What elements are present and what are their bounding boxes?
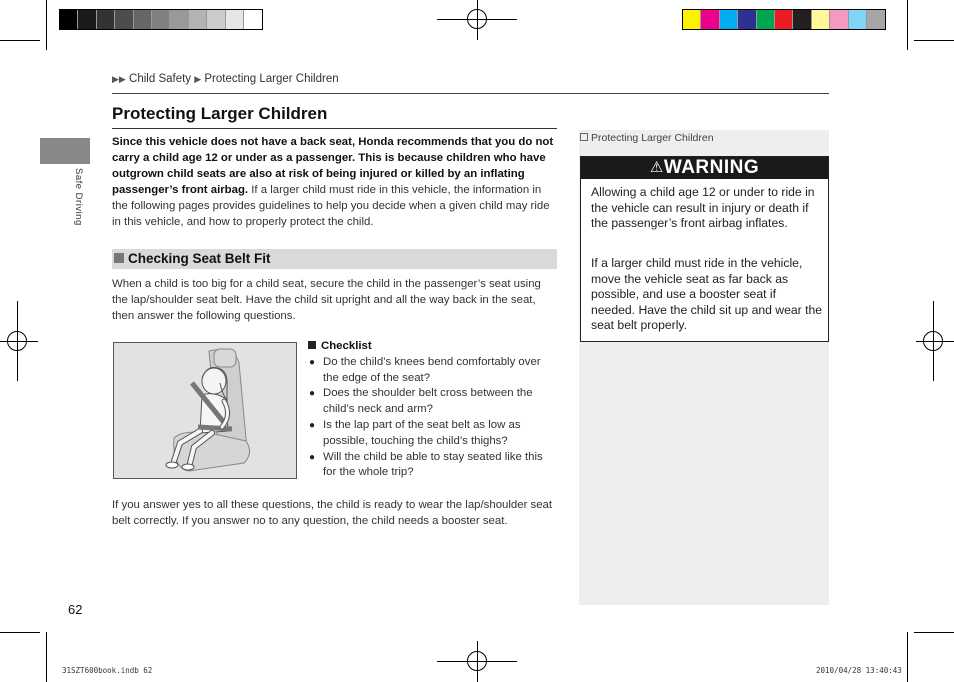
checklist <box>308 339 558 481</box>
section-heading <box>112 249 557 269</box>
breadcrumb-section: Child Safety <box>129 73 192 85</box>
breadcrumb-arrow-icon: ▶▶ <box>112 74 126 84</box>
checklist-title-text: Checklist <box>321 340 372 352</box>
color-swatch <box>720 10 738 29</box>
intro-bold-text: Since this vehicle does not have a back seat, Honda recommends that you do not carry a child age 12 or under as a passenger. This is because children who have outgrown child seats are also at risk of being injured or killed by an inflating passenger’s front airbag. <box>112 136 554 196</box>
gray-swatch <box>60 10 78 29</box>
header-rule <box>112 93 829 94</box>
gray-swatch <box>189 10 207 29</box>
section-heading-text: Checking Seat Belt Fit <box>128 251 271 266</box>
checklist-item <box>308 355 558 387</box>
page-number: 62 <box>68 602 83 617</box>
checklist-title <box>308 339 558 355</box>
page-title: Protecting Larger Children <box>112 104 328 123</box>
color-bar <box>682 9 886 30</box>
footer-file: 31SZT600book.indb 62 <box>62 666 153 675</box>
section-square-icon <box>114 253 124 263</box>
breadcrumb-arrow-icon: ▶ <box>194 74 202 84</box>
checklist-item <box>308 450 558 482</box>
bullet-icon: ● <box>309 451 316 463</box>
gray-swatch <box>170 10 188 29</box>
sidebar-heading-text: Protecting Larger Children <box>591 132 714 144</box>
gray-swatch <box>115 10 133 29</box>
color-swatch <box>793 10 811 29</box>
sidebar-heading <box>580 132 714 144</box>
gray-swatch <box>78 10 96 29</box>
title-rule <box>112 128 557 129</box>
checklist-item-text: Will the child be able to stay seated like this for the whole trip? <box>323 450 543 479</box>
checklist-items <box>308 355 558 481</box>
color-swatch <box>867 10 885 29</box>
bullet-icon: ● <box>309 419 316 431</box>
gray-swatch <box>97 10 115 29</box>
warning-triangle-icon: ⚠ <box>649 159 664 176</box>
gray-swatch <box>207 10 225 29</box>
color-swatch <box>775 10 793 29</box>
footer-datetime: 2010/04/28 13:40:43 <box>816 666 902 675</box>
color-swatch <box>849 10 867 29</box>
color-swatch <box>757 10 775 29</box>
warning-text-1: Allowing a child age 12 or under to ride in the vehicle can result in injury or death if the passenger’s front airbag inflates. <box>591 185 815 231</box>
checklist-item-text: Does the shoulder belt cross between the child’s neck and arm? <box>323 387 533 416</box>
reference-icon <box>580 133 588 141</box>
color-swatch <box>812 10 830 29</box>
checklist-item <box>308 386 558 418</box>
warning-text-2: If a larger child must ride in the vehicle, move the vehicle seat as far back as possible, and use a booster seat if needed. Have the child sit up and wear the seat belt properly. <box>591 256 823 333</box>
warning-banner <box>581 157 828 179</box>
chapter-label: Safe Driving <box>73 168 84 226</box>
gray-swatch <box>134 10 152 29</box>
bullet-icon: ● <box>309 356 316 368</box>
gray-swatch <box>244 10 262 29</box>
warning-box <box>580 156 829 342</box>
color-swatch <box>738 10 756 29</box>
square-bullet-icon <box>308 341 316 349</box>
bullet-icon: ● <box>309 388 316 400</box>
checklist-item <box>308 418 558 450</box>
gray-swatch <box>152 10 170 29</box>
color-swatch <box>701 10 719 29</box>
chapter-tab <box>40 138 90 164</box>
grayscale-bar <box>59 9 263 30</box>
section-paragraph: When a child is too big for a child seat, secure the child in the passenger’s seat using the lap/shoulder seat belt. Have the child sit upright and all the way back in the seat, then answer the following questions. <box>112 278 541 322</box>
checklist-item-text: Do the child’s knees bend comfortably over the edge of the seat? <box>323 355 541 384</box>
breadcrumb <box>112 73 339 85</box>
gray-swatch <box>226 10 244 29</box>
color-swatch <box>830 10 848 29</box>
color-swatch <box>683 10 701 29</box>
breadcrumb-page: Protecting Larger Children <box>204 73 339 85</box>
warning-label: WARNING <box>663 157 760 178</box>
intro-paragraph <box>112 134 558 230</box>
child-seatbelt-illustration <box>113 342 297 479</box>
conclusion-paragraph: If you answer yes to all these questions, the child is ready to wear the lap/shoulder seat belt correctly. If you answer no to any question, the child needs a booster seat. <box>112 499 553 527</box>
checklist-item-text: Is the lap part of the seat belt as low as possible, touching the child’s thighs? <box>323 418 521 447</box>
intro-normal-text: If a larger child must ride in this vehicle, the information in the following pages provides guidelines to help you decide when a given child may ride in this vehicle, and how to properly protect the child. <box>112 184 550 228</box>
